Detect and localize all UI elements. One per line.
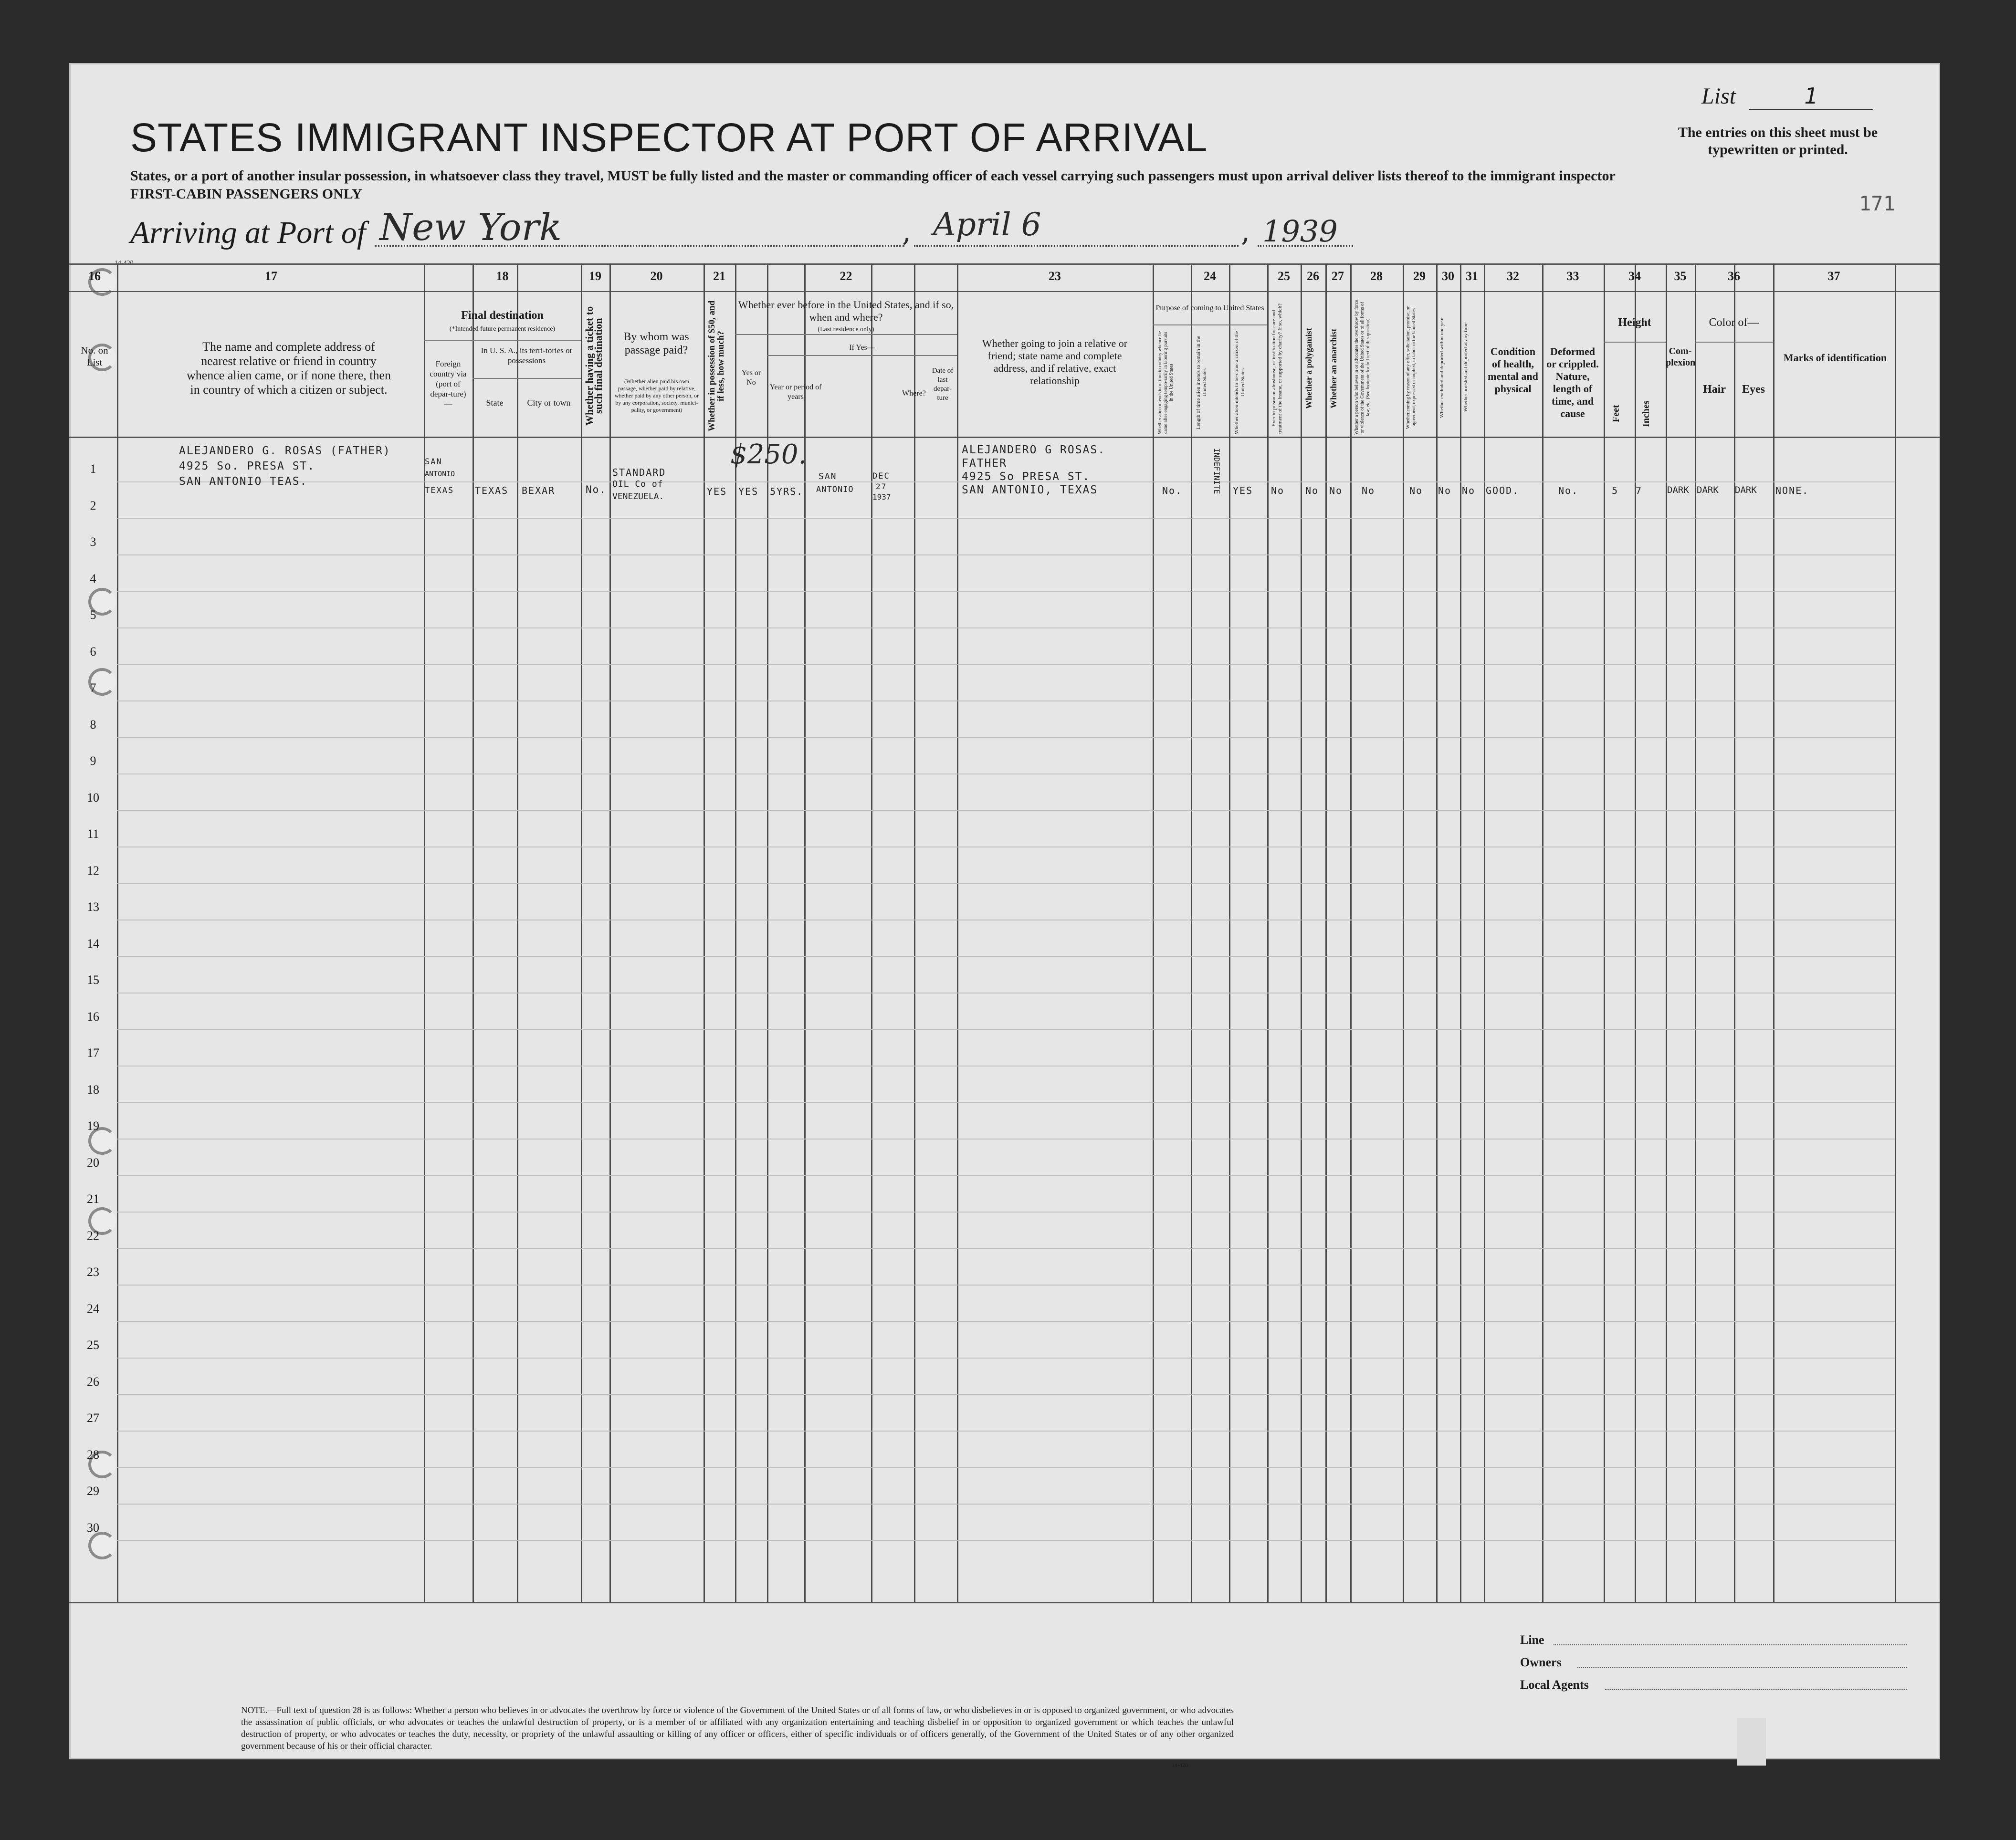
paid-by-line2: OIL Co of [612, 479, 663, 489]
col24-header: Purpose of coming to United States [1155, 304, 1264, 312]
page-title: STATES IMMIGRANT INSPECTOR AT PORT OF ARRIVAL [130, 115, 1208, 160]
col30-header: Whether excluded and deported within one year [1439, 317, 1445, 418]
row-rule [117, 1175, 1895, 1176]
col34-header: Height [1618, 316, 1651, 329]
city-value: BEXAR [522, 485, 556, 496]
column-number: 17 [265, 269, 277, 283]
local-agents-signature-line [1605, 1689, 1907, 1690]
ticket-value: No. [586, 484, 607, 495]
row-number: 15 [87, 973, 99, 987]
form-number-top: 14-420 [115, 260, 134, 267]
col18-state: State [486, 398, 504, 408]
row-rule [117, 1431, 1895, 1432]
column-rule [609, 263, 611, 1602]
relative-line3: SAN ANTONIO TEAS. [179, 475, 308, 488]
row-rule [117, 1394, 1895, 1395]
where-line1: SAN [819, 471, 837, 481]
eyes-value: DARK [1735, 485, 1757, 495]
complexion-value: DARK [1667, 485, 1689, 495]
column-number: 34 [1628, 269, 1641, 283]
col29-header: Whether coming by reason of any offer, solicitation, promise, or agreement, expressed or implied, to labor in the United States [1406, 306, 1417, 429]
inches-value: 7 [1636, 485, 1643, 496]
excluded-value: No [1438, 485, 1452, 496]
column-number: 29 [1413, 269, 1426, 283]
row-rule [117, 1029, 1895, 1030]
overthrow-value: No [1362, 485, 1376, 496]
col35-header: Com-plexion [1666, 346, 1696, 368]
column-rule [1350, 263, 1352, 1602]
col22-departure: Date of last depar-ture [932, 367, 954, 402]
row-number: 3 [90, 535, 96, 549]
row-rule [117, 1358, 1895, 1359]
col25-header: Ever in prison or almshouse, or institu-tion for care and treatment of the insane, or supported by charity? If so, which? [1271, 303, 1283, 434]
col18-foreign: Foreign country via (port of depar-ture)— [430, 359, 467, 408]
col21-header: Whether in possession of $50, and if less, how much? [707, 300, 726, 432]
period-value: 5YRS. [770, 486, 804, 497]
where-line2: ANTONIO [816, 485, 854, 494]
footnote: NOTE.—Full text of question 28 is as follows: Whether a person who believes in or advocates the overthrow by force or violence of the Government of the United States or of all forms of law, or who disbelieves in or is opposed to organized government, or who advocates the assassination of public officials, or who advocates or teaches the unlawful destruction of property, or is a member of or affiliated with any organization entertaining and teaching disbelief in or opposition to organized government or which teaches the unlawful destruction of property, or who advocates or teaches the duty, necessity, or propriety of the unlawful assaulting or killing of any officer or officers, either of specific individuals or of officers generally, of the Government of the United States or of any other organized government because of his or their official character. [241, 1705, 1234, 1751]
column-rule [517, 263, 518, 1602]
column-rule [1666, 263, 1667, 1602]
col23-header: Whether going to join a relative or friend; state name and complete address, and if relative, exact relationship [982, 337, 1128, 387]
row-number: 19 [87, 1119, 99, 1133]
row-number: 21 [87, 1192, 99, 1206]
row-number: 5 [90, 608, 96, 622]
row-number: 7 [90, 681, 96, 695]
local-agents-label: Local Agents [1520, 1678, 1589, 1692]
column-number: 20 [650, 269, 663, 283]
paid-by-line1: STANDARD [612, 467, 666, 478]
column-rule [1301, 263, 1302, 1602]
row-number: 1 [90, 462, 96, 476]
row-number: 22 [87, 1228, 99, 1243]
row-rule [117, 810, 1895, 811]
row-rule [117, 1504, 1895, 1505]
column-number: 33 [1566, 269, 1579, 283]
entries-note: The entries on this sheet must be typewritten or printed. [1678, 125, 1878, 157]
column-rule [1542, 263, 1544, 1602]
departure-line2: 27 [876, 482, 887, 491]
column-rule [1635, 263, 1636, 1602]
column-rule [1267, 263, 1269, 1602]
line-label: Line [1520, 1633, 1544, 1647]
relative-line1: ALEJANDERO G. ROSAS (FATHER) [179, 445, 391, 457]
col24-length: Length of time alien intends to remain in the United States [1196, 335, 1208, 430]
col22-subheader: (Last residence only) [818, 326, 874, 333]
feet-value: 5 [1612, 485, 1619, 496]
row-number: 13 [87, 900, 99, 914]
owners-signature-line [1577, 1667, 1907, 1668]
col16-header: No. on List [81, 345, 108, 368]
col24-return: Whether alien intends to re-turn to country whence he came after engaging tempo-rarily in laboring pursuits in the United States [1157, 331, 1174, 435]
col36-eyes: Eyes [1742, 383, 1765, 396]
year-value: 1939 [1262, 214, 1338, 249]
row-rule [117, 883, 1895, 884]
table-top-rule [69, 263, 1940, 265]
col22-yesno: Yes or No [741, 369, 761, 387]
row-number: 24 [87, 1301, 99, 1316]
row-rule [117, 591, 1895, 592]
row-number: 28 [87, 1447, 99, 1462]
foreign-port-line3: TEXAS [425, 486, 454, 495]
column-rule [1403, 263, 1404, 1602]
column-number: 31 [1466, 269, 1478, 283]
row-number: 11 [87, 827, 99, 841]
prison-value: No [1271, 485, 1285, 496]
row-rule [117, 1139, 1895, 1140]
column-rule [1460, 263, 1461, 1602]
foreign-port-line1: SAN [425, 457, 442, 467]
row-number: 26 [87, 1374, 99, 1389]
row-rule [117, 700, 1895, 701]
joining-line4: SAN ANTONIO, TEXAS [962, 484, 1098, 496]
col18-usa-rule [472, 378, 581, 379]
row-number: 9 [90, 754, 96, 768]
col26-header: Whether a polygamist [1304, 328, 1313, 409]
column-number: 27 [1332, 269, 1344, 283]
paid-by-line3: VENEZUELA. [612, 491, 664, 502]
offer-value: No [1409, 485, 1423, 496]
column-rule [957, 263, 958, 1602]
col34-sub-rule [1604, 342, 1666, 343]
row-rule [117, 956, 1895, 957]
column-number: 30 [1442, 269, 1454, 283]
row-number: 16 [87, 1009, 99, 1024]
column-number: 18 [496, 269, 509, 283]
sheet-edge [1737, 1718, 1766, 1766]
row-rule [117, 664, 1895, 665]
relative-line2: 4925 So. PRESA ST. [179, 460, 315, 472]
punch-hole [88, 1532, 116, 1559]
column-rule [1484, 263, 1485, 1602]
column-rule [871, 263, 872, 1602]
joining-line3: 4925 So PRESA ST. [962, 470, 1091, 483]
col36-sub-rule [1695, 342, 1773, 343]
col18-header: Final destination [461, 309, 544, 322]
row-rule [117, 1212, 1895, 1213]
column-rule [117, 263, 118, 1602]
col24-sub-rule [1153, 324, 1267, 325]
col22-ifyes: If Yes— [849, 344, 875, 352]
row-number: 23 [87, 1265, 99, 1279]
row-number: 29 [87, 1484, 99, 1498]
list-label: List [1701, 84, 1736, 109]
column-number: 16 [88, 269, 101, 283]
col36-hair: Hair [1703, 383, 1726, 396]
column-rule [1229, 263, 1230, 1602]
marks-value: NONE. [1775, 485, 1809, 496]
column-rule [1604, 263, 1605, 1602]
polygamist-value: No [1305, 485, 1319, 496]
col36-header: Color of— [1709, 316, 1759, 329]
row-number: 12 [87, 863, 99, 878]
hair-value: DARK [1697, 485, 1719, 495]
col18-city: City or town [527, 398, 571, 408]
row-number: 20 [87, 1155, 99, 1170]
column-number: 26 [1307, 269, 1319, 283]
row-rule [117, 1467, 1895, 1468]
arriving-label: Arriving at Port of [130, 215, 366, 250]
state-value: TEXAS [475, 485, 509, 496]
row-rule [117, 1248, 1895, 1249]
length-stay-value: INDEFINITE [1212, 448, 1221, 494]
page-stamp: 171 [1859, 192, 1895, 215]
column-number: 32 [1507, 269, 1519, 283]
column-number: 22 [840, 269, 852, 283]
line-signature-line [1554, 1644, 1907, 1645]
col22-header: Whether ever before in the United States, and if so, when and where? [738, 299, 954, 323]
departure-line3: 1937 [872, 492, 891, 502]
col22-period: Year or period of years [769, 383, 822, 401]
column-rule [1895, 263, 1896, 1602]
col18-usa: In U. S. A., its terri-tories or possessions [481, 346, 573, 365]
deformed-value: No. [1558, 485, 1579, 496]
date-comma: , [902, 215, 912, 248]
foreign-port-line2: ANTONIO [425, 470, 455, 478]
port-value: New York [379, 206, 562, 249]
col19-header: Whether having a ticket to such final destination [583, 306, 604, 426]
row-number: 27 [87, 1411, 99, 1425]
money-amount: $250. [730, 439, 807, 470]
col24-citizen: Whether alien intends to be-come a citizen of the United States [1234, 331, 1246, 435]
column-rule [704, 263, 705, 1602]
header-bottom-rule [69, 437, 1940, 438]
col31-header: Whether arrested and deported at any time [1463, 323, 1469, 412]
column-rule [1191, 263, 1192, 1602]
row-rule [117, 518, 1895, 519]
row-rule [117, 1321, 1895, 1322]
row-rule [117, 737, 1895, 738]
column-number: 28 [1370, 269, 1383, 283]
column-number: 35 [1674, 269, 1687, 283]
row-number: 25 [87, 1338, 99, 1352]
column-number: 24 [1204, 269, 1216, 283]
date-value: April 6 [933, 206, 1041, 243]
column-rule [1153, 263, 1154, 1602]
owners-label: Owners [1520, 1655, 1562, 1669]
number-row-rule [69, 291, 1940, 292]
anarchist-value: No [1329, 485, 1343, 496]
joining-line2: FATHER [962, 457, 1008, 470]
joining-line1: ALEJANDERO G ROSAS. [962, 444, 1106, 456]
column-rule [914, 263, 915, 1602]
row-rule [117, 1540, 1895, 1541]
column-rule [581, 263, 582, 1602]
col37-header: Marks of identification [1783, 352, 1887, 364]
row-number: 18 [87, 1082, 99, 1097]
column-number: 19 [589, 269, 601, 283]
manifest-sheet [69, 63, 1940, 1768]
row-number: 14 [87, 936, 99, 951]
column-number: 23 [1049, 269, 1061, 283]
col20-subheader: (Whether alien paid his own passage, whether paid by relative, whether paid by any other person, or by any corporation, society, munici-pality, or government) [614, 378, 699, 413]
col28-header: Whether a person who believes in or advocates the overthrow by force or violence of the Government of the United States or of all forms of law, etc. (See footnote for full text of this question) [1354, 300, 1371, 435]
list-number: 1 [1749, 83, 1873, 110]
column-rule [1734, 263, 1735, 1602]
form-number-bottom: 14-420 [1172, 1762, 1188, 1768]
col27-header: Whether an anarchist [1329, 328, 1338, 408]
col22-where-label: Where? [902, 389, 926, 397]
money-yes: YES [707, 486, 727, 497]
column-number: 37 [1827, 269, 1840, 283]
return-intent-value: No. [1162, 485, 1183, 496]
col34-feet: Feet [1611, 405, 1621, 423]
column-number: 21 [713, 269, 725, 283]
col22-ifyes-rule [767, 355, 957, 356]
col18-sub-rule [424, 340, 581, 341]
been-before-value: YES [738, 486, 759, 497]
column-rule [1436, 263, 1438, 1602]
col34-inches: Inches [1641, 400, 1651, 427]
col18-subheader: (*Intended future permanent residence) [449, 325, 556, 333]
col33-header: Deformed or crippled. Nature, length of time, and cause [1546, 345, 1599, 419]
instructions-text: States, or a port of another insular possession, in whatsoever class they travel, MUST be fully listed and the master or commanding officer of each vessel carrying such passengers must upon arrival deliver lists thereof to the immigrant inspector FIRST-CABIN PASSENGERS ONLY [130, 168, 1616, 202]
column-rule [1325, 263, 1327, 1602]
row-number: 30 [87, 1520, 99, 1535]
row-rule [117, 627, 1895, 628]
column-rule [472, 263, 474, 1602]
row-number: 8 [90, 717, 96, 732]
year-comma: , [1241, 215, 1250, 248]
row-rule [117, 1102, 1895, 1103]
col17-header: The name and complete address of nearest relative or friend in country whence alien came, or if none there, then in country of which a citizen or subject. [186, 340, 391, 397]
row-rule [117, 554, 1895, 555]
row-rule [117, 1285, 1895, 1286]
row-number: 2 [90, 498, 96, 512]
column-number: 25 [1278, 269, 1290, 283]
citizen-intent-value: YES [1233, 485, 1253, 496]
arrested-value: No [1462, 485, 1476, 496]
row-number: 10 [87, 790, 99, 805]
column-rule [1773, 263, 1774, 1602]
col20-header: By whom was passage paid? [623, 331, 689, 356]
departure-line1: DEC [872, 471, 890, 481]
date-line [914, 245, 1239, 247]
row-number: 4 [90, 571, 96, 585]
health-value: GOOD. [1486, 485, 1520, 496]
column-rule [1695, 263, 1696, 1602]
table-bottom-rule [69, 1602, 1940, 1603]
col32-header: Condition of health, mental and physical [1488, 345, 1538, 395]
row-number: 17 [87, 1046, 99, 1060]
row-number: 6 [90, 644, 96, 659]
column-number: 36 [1728, 269, 1740, 283]
